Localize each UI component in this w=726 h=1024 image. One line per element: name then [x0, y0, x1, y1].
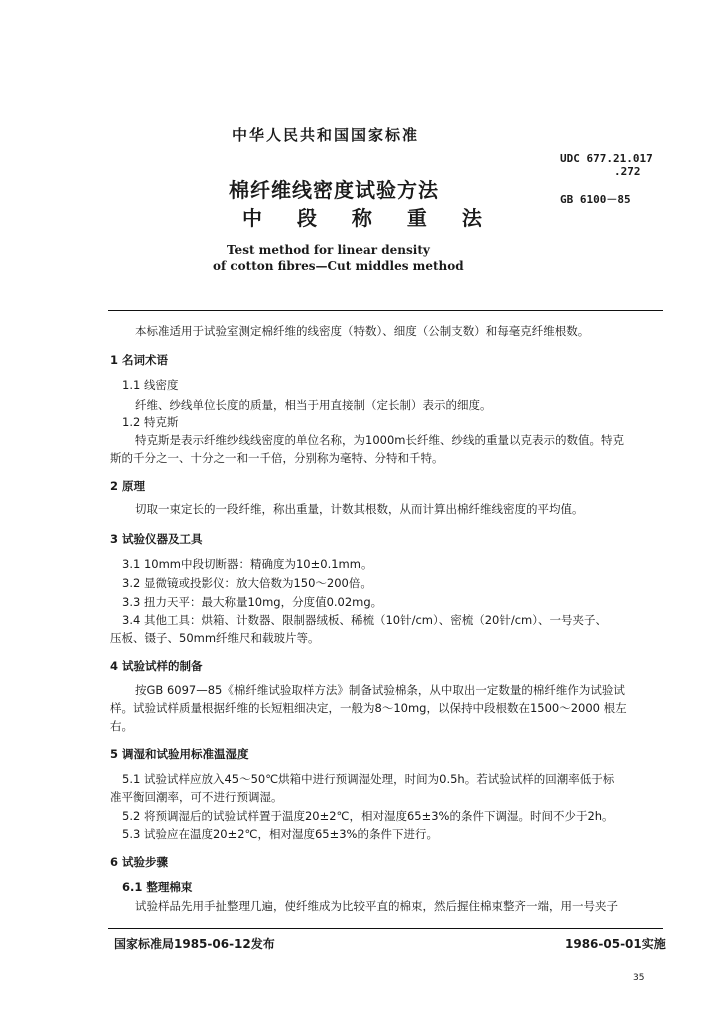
effective-date: 1986-05-01实施	[565, 937, 666, 951]
section-3-3: 3.3 扭力天平：最大称量10mg，分度值0.02mg。	[122, 595, 383, 609]
udc-code: UDC 677.21.017	[560, 152, 653, 165]
section-4-heading: 4 试验试样的制备	[110, 659, 203, 673]
section-2-heading: 2 原理	[110, 479, 146, 493]
udc-code-cont: .272	[614, 165, 641, 178]
section-5-2: 5.2 将预调湿后的试验试样置于温度20±2℃，相对湿度65±3%的条件下调湿。时间不少于2h。	[122, 809, 614, 823]
section-1-2-heading: 1.2 特克斯	[122, 415, 179, 429]
section-1-2-text: 特克斯是表示纤维纱线线密度的单位名称，为1000m长纤维、纱线的重量以克表示的数值。特克	[135, 433, 624, 447]
document-title: 棉纤维线密度试验方法	[229, 178, 439, 202]
section-5-1-cont: 准平衡回潮率，可不进行预调湿。	[110, 790, 283, 804]
section-1-2-text-cont: 斯的千分之一、十分之一和一千倍，分别称为毫特、分特和千特。	[110, 451, 444, 465]
footer-divider	[108, 928, 663, 929]
section-6-1-heading: 6.1 整理棉束	[122, 880, 193, 894]
section-6-heading: 6 试验步骤	[110, 855, 169, 869]
header-divider	[108, 310, 663, 311]
intro-paragraph: 本标准适用于试验室测定棉纤维的线密度（特数）、细度（公制支数）和每毫克纤维根数。	[135, 324, 590, 338]
section-3-2: 3.2 显微镜或投影仪：放大倍数为150～200倍。	[122, 576, 372, 590]
section-3-4: 3.4 其他工具：烘箱、计数器、限制器绒板、稀梳（10针/cm）、密梳（20针/cm）、一号夹子、	[122, 613, 608, 627]
issued-date: 国家标准局1985-06-12发布	[114, 937, 275, 951]
english-title-line2: of cotton fibres—Cut middles method	[213, 259, 464, 273]
issuing-authority: 中华人民共和国国家标准	[232, 126, 420, 144]
section-4-text-cont: 样。试验试样质量根据纤维的长短粗细决定，一般为8～10mg，以保持中段根数在1500～2000 根左	[110, 701, 627, 715]
section-3-1: 3.1 10mm中段切断器：精确度为10±0.1mm。	[122, 557, 373, 571]
section-5-3: 5.3 试验应在温度20±2℃，相对湿度65±3%的条件下进行。	[122, 827, 438, 841]
section-3-heading: 3 试验仪器及工具	[110, 532, 203, 546]
section-4-text: 按GB 6097—85《棉纤维试验取样方法》制备试验棉条，从中取出一定数量的棉纤维作为试验试	[135, 683, 625, 697]
gb-standard-number: GB 6100－85	[560, 193, 631, 206]
section-6-1-text: 试验样品先用手扯整理几遍，使纤维成为比较平直的棉束，然后握住棉束整齐一端，用一号夹子	[135, 899, 618, 913]
section-5-heading: 5 调湿和试验用标准温湿度	[110, 747, 249, 761]
page-number: 35	[633, 973, 645, 983]
section-2-text: 切取一束定长的一段纤维，称出重量，计数其根数，从而计算出棉纤维线密度的平均值。	[135, 502, 584, 516]
section-4-text-end: 右。	[110, 719, 133, 733]
section-1-1-heading: 1.1 线密度	[122, 378, 179, 392]
section-1-heading: 1 名词术语	[110, 353, 169, 367]
english-title-line1: Test method for linear density	[227, 243, 430, 257]
section-1-1-text: 纤维、纱线单位长度的质量，相当于用直接制（定长制）表示的细度。	[135, 398, 492, 412]
document-subtitle: 中 段 称 重 法	[242, 206, 482, 230]
section-5-1: 5.1 试验试样应放入45～50℃烘箱中进行预调湿处理，时间为0.5h。若试验试样的回潮率低于标	[122, 772, 615, 786]
section-3-4-cont: 压板、镊子、50mm纤维尺和载玻片等。	[110, 631, 320, 645]
